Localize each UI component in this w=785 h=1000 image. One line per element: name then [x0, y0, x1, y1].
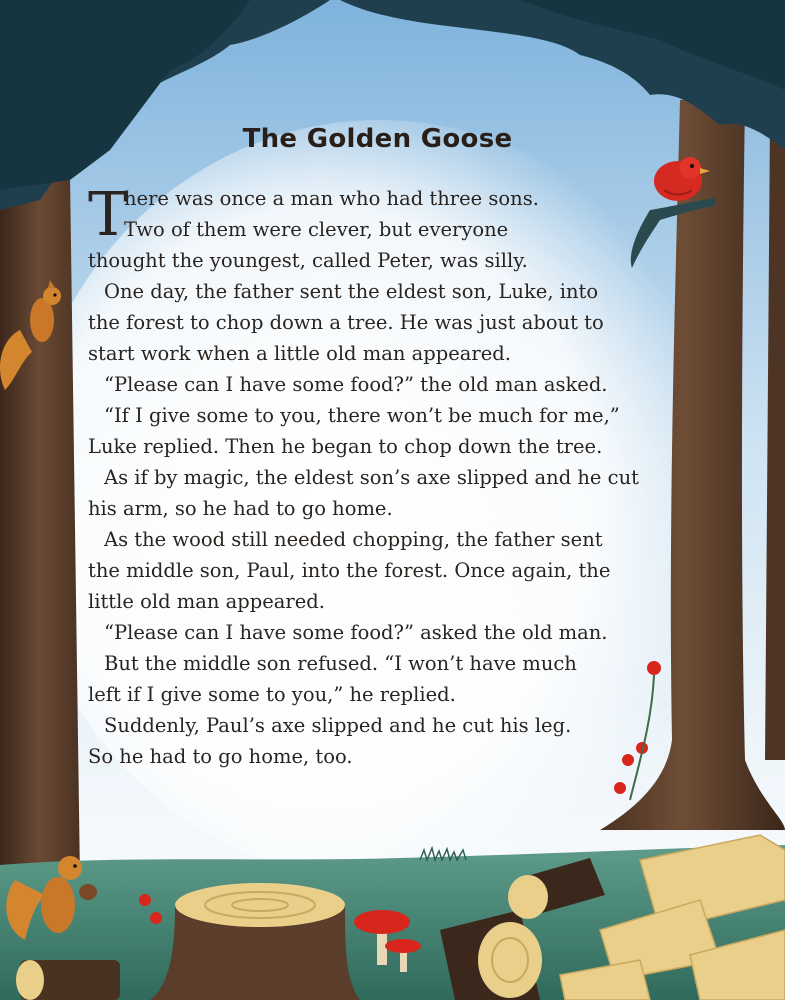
drop-cap: T [88, 180, 129, 250]
story-line: left if I give some to you,” he replied. [88, 683, 456, 706]
story-line: thought the youngest, called Peter, was silly. [88, 249, 528, 272]
story-line: So he had to go home, too. [88, 745, 353, 768]
story-line: “Please can I have some food?” asked the old man. [104, 621, 608, 644]
story-line: little old man appeared. [88, 590, 325, 613]
story-text [88, 180, 688, 772]
story-line: Suddenly, Paul’s axe slipped and he cut his leg. [104, 714, 572, 737]
story-line: As the wood still needed chopping, the father sent [104, 528, 603, 551]
story-line: his arm, so he had to go home. [88, 497, 393, 520]
small-log-left [16, 960, 120, 1000]
left-trunk [0, 150, 80, 900]
story-line: here was once a man who had three sons. [124, 187, 539, 210]
story-line: the middle son, Paul, into the forest. Once again, the [88, 559, 611, 582]
story-line: Two of them were clever, but everyone [124, 218, 509, 241]
story-line: One day, the father sent the eldest son, Luke, into [104, 280, 599, 303]
story-line: But the middle son refused. “I won’t have much [104, 652, 577, 675]
story-line: the forest to chop down a tree. He was just about to [88, 311, 604, 334]
tree-stump [150, 883, 360, 1000]
story-line: “Please can I have some food?” the old man asked. [104, 373, 608, 396]
story-title: The Golden Goose [242, 124, 513, 154]
story-line: start work when a little old man appeared. [88, 342, 511, 365]
story-line: As if by magic, the eldest son’s axe slipped and he cut [104, 466, 639, 489]
story-line: “If I give some to you, there won’t be much for me,” [104, 404, 620, 427]
story-line: Luke replied. Then he began to chop down the tree. [88, 435, 603, 458]
